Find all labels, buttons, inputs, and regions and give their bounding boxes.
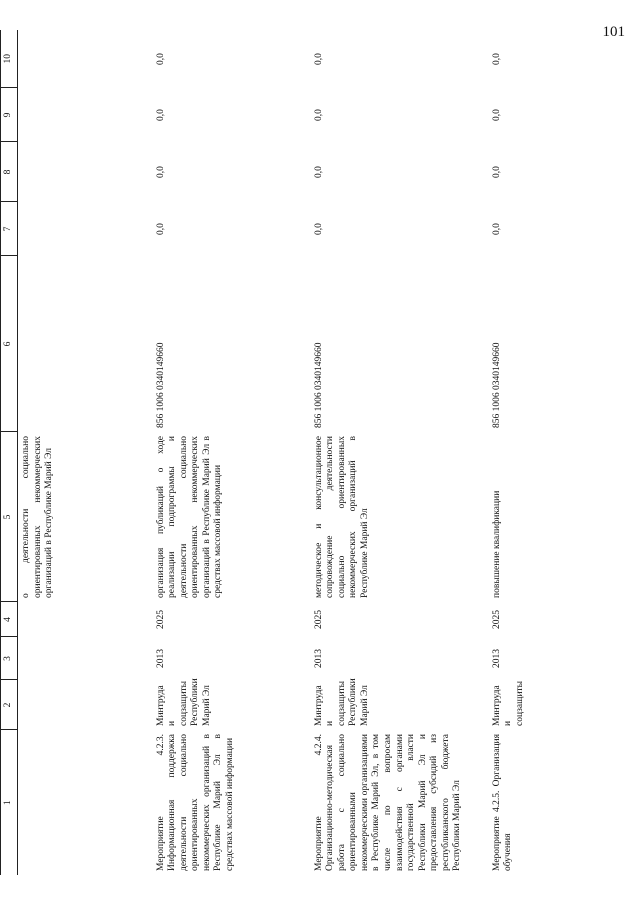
col-header-5: 5 [1, 432, 18, 602]
value-cell [18, 30, 153, 88]
value-cell: 0,0 [155, 53, 166, 65]
result-cell: методическое и консультационное сопровождение деятельности социально ориентированных некоммерческих организаций в Республике Марий Эл [313, 436, 370, 598]
col-header-4: 4 [1, 602, 18, 637]
table-row [489, 30, 539, 875]
start-year-cell: 2013 [313, 649, 324, 668]
start-year-cell: 2013 [155, 649, 166, 668]
value-cell: 0,0 [491, 53, 502, 65]
activity-cell: Мероприятие 4.2.3. Информационная поддержка деятельности социально ориентированных некоммерческих организаций в Республике Марий Эл в средствах массовой информации [155, 734, 235, 871]
budget-code-cell [18, 256, 153, 432]
col-header-7: 7 [1, 202, 18, 256]
budget-code-cell: 856 1006 0340149660 [313, 342, 324, 428]
activity-cell: Мероприятие 4.2.4. Организационно-методическая работа с социально ориентированными некоммерческими организациями в Республике Марий Эл, в том числе по вопросам взаимодействия с органами государственной власти Республики Марий Эл и предоставления субсидий из республиканского бюджета Республики Марий Эл [313, 734, 463, 871]
col-header-10: 10 [1, 30, 18, 88]
end-year-cell: 2025 [491, 610, 502, 629]
end-year-cell [18, 602, 153, 637]
col-header-9: 9 [1, 88, 18, 142]
start-year-cell: 2013 [491, 649, 502, 668]
col-header-6: 6 [1, 256, 18, 432]
executor-cell: Минтруда и соцзащиты [491, 680, 525, 726]
value-cell: 0,0 [313, 166, 324, 178]
header-row [1, 30, 18, 875]
value-cell: 0,0 [155, 223, 166, 235]
value-cell: 0,0 [491, 223, 502, 235]
value-cell: 0,0 [313, 53, 324, 65]
budget-code-cell: 856 1006 0340149660 [491, 342, 502, 428]
executor-cell: Минтруда и соцзащиты Республики Марий Эл [155, 678, 212, 726]
end-year-cell: 2025 [313, 610, 324, 629]
activity-cell [18, 730, 153, 875]
program-activities-table [0, 30, 539, 875]
result-cell: о деятельности социально ориентированных некоммерческих организаций в Республике Марий Эл [21, 436, 55, 598]
col-header-8: 8 [1, 142, 18, 202]
value-cell [18, 88, 153, 142]
value-cell [18, 202, 153, 256]
value-cell: 0,0 [491, 109, 502, 121]
end-year-cell: 2025 [155, 610, 166, 629]
result-cell: организация публикаций о ходе реализации подпрограммы и деятельности социально ориентированных некоммерческих организаций в Республике Марий Эл в средствах массовой информации [155, 436, 224, 598]
result-cell: повышение квалификации [491, 490, 502, 598]
activity-cell: Мероприятие 4.2.5. Организация обучения [491, 734, 514, 871]
col-header-3: 3 [1, 637, 18, 680]
start-year-cell [18, 637, 153, 680]
value-cell: 0,0 [313, 223, 324, 235]
page-number: 101 [602, 24, 625, 40]
col-header-1: 1 [1, 730, 18, 875]
value-cell: 0,0 [313, 109, 324, 121]
table-row [153, 30, 311, 875]
executor-cell [18, 680, 153, 730]
value-cell: 0,0 [155, 166, 166, 178]
table-row [311, 30, 489, 875]
table-row [18, 30, 153, 875]
budget-code-cell: 856 1006 0340149660 [155, 342, 166, 428]
value-cell: 0,0 [491, 166, 502, 178]
rotated-table-container [0, 30, 639, 875]
executor-cell: Минтруда и соцзащиты Республики Марий Эл [313, 678, 370, 726]
value-cell [18, 142, 153, 202]
col-header-2: 2 [1, 680, 18, 730]
value-cell: 0,0 [155, 109, 166, 121]
